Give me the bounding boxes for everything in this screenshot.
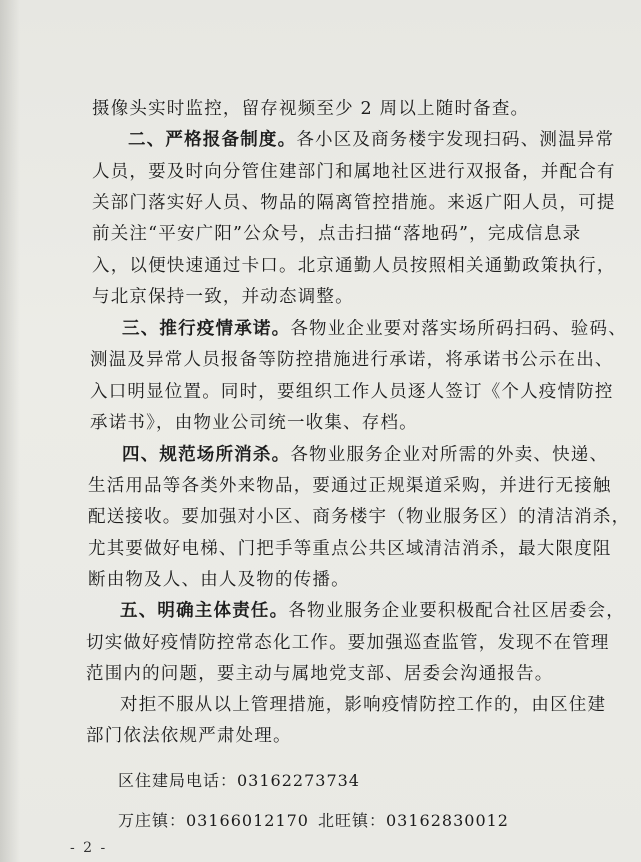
page-shadow — [0, 0, 20, 862]
paragraph-line: 范围内的问题，要主动与属地党支部、居委会沟通报告。 — [86, 664, 554, 684]
paragraph-line: 生活用品等各类外来物品，要通过正规渠道采购，并进行无接触 — [88, 476, 612, 496]
paragraph-line: 测温及异常人员报备等防控措施进行承诺，将承诺书公示在出、 — [90, 350, 614, 370]
section-heading: 五、明确主体责任。 — [120, 601, 289, 621]
paragraph-line — [122, 444, 608, 466]
paragraph-line: 摄像头实时监控，留存视频至少 2 周以上随时备查。 — [92, 99, 530, 119]
contact-bureau-phone: 区住建局电话：03162273734 — [118, 771, 360, 790]
paragraph-line: 入口明显位置。同时，要组织工作人员逐人签订《个人疫情防控 — [90, 382, 614, 402]
paragraph-line: 断由物及人、由人及物的传播。 — [88, 570, 350, 590]
paragraph-line: 尤其要做好电梯、门把手等重点公共区域清洁消杀，最大限度阻 — [88, 539, 612, 559]
paragraph-line — [120, 600, 625, 622]
page-number: - 2 - — [70, 840, 108, 856]
section-heading: 二、严格报备制度。 — [128, 130, 297, 150]
section-heading: 四、规范场所消杀。 — [122, 445, 291, 465]
paragraph-line: 与北京保持一致，并动态调整。 — [92, 287, 354, 307]
paragraph-line: 配送接收。要加强对小区、商务楼宇（物业服务区）的清洁消杀， — [88, 507, 631, 527]
paragraph-text: 各物业服务企业对所需的外卖、快递、 — [290, 445, 609, 465]
paragraph-line — [122, 318, 627, 340]
contact-beiwang-phone: 北旺镇：03162830012 — [318, 811, 509, 830]
paragraph-line: 对拒不服从以上管理措施，影响疫情防控工作的，由区住建 — [120, 695, 607, 715]
paragraph-text: 各物业服务企业要积极配合社区居委会， — [288, 601, 625, 621]
paragraph-line: 前关注“平安广阳”公众号，点击扫描“落地码”，完成信息录 — [92, 224, 582, 244]
paragraph-line: 承诺书》，由物业公司统一收集、存档。 — [90, 413, 418, 433]
paragraph-line: 关部门落实好人员、物品的隔离管控措施。来返广阳人员，可提 — [92, 193, 616, 213]
paragraph-line — [128, 129, 614, 151]
paragraph-line: 切实做好疫情防控常态化工作。要加强巡查监管，发现不在管理 — [86, 633, 610, 653]
paragraph-line: 部门依法依规严肃处理。 — [86, 726, 292, 746]
paragraph-text: 各小区及商务楼宇发现扫码、测温异常 — [296, 130, 615, 150]
paragraph-line: 人员，要及时向分管住建部门和属地社区进行双报备，并配合有 — [92, 162, 616, 182]
contact-wanzhuang-phone: 万庄镇：03166012170 — [118, 811, 309, 830]
paragraph-text: 各物业企业要对落实场所码扫码、验码、 — [290, 319, 627, 339]
section-heading: 三、推行疫情承诺。 — [122, 319, 291, 339]
paragraph-line: 入，以便快速通过卡口。北京通勤人员按照相关通勤政策执行， — [92, 256, 616, 276]
